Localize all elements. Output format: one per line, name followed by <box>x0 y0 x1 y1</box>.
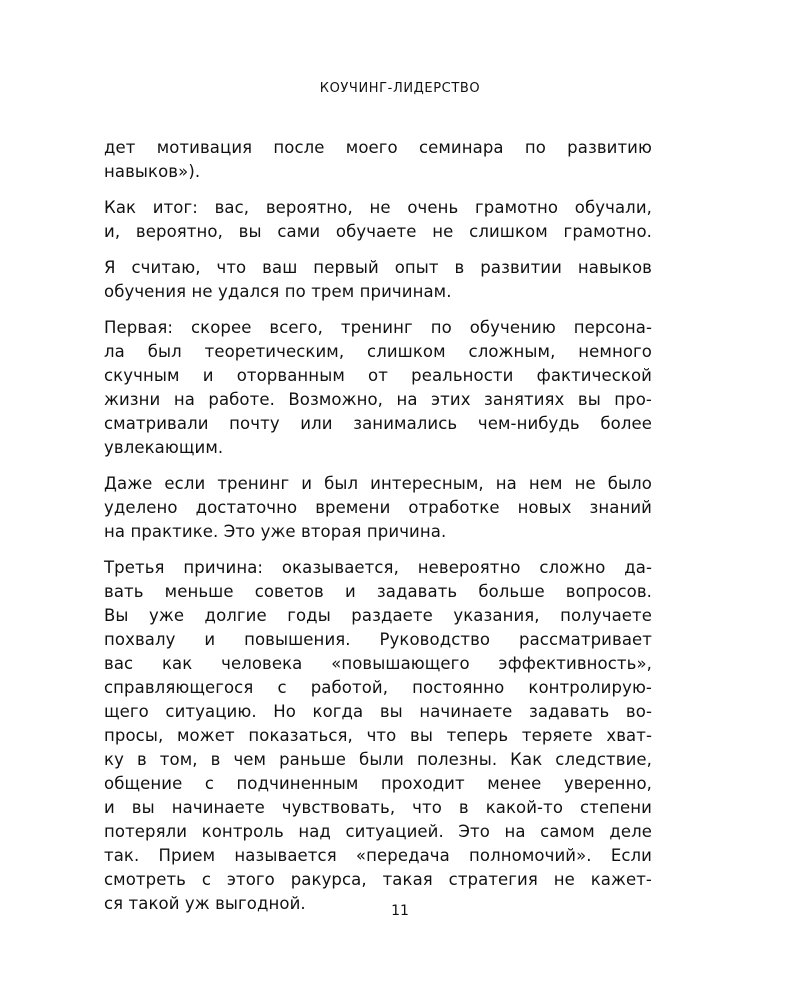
text-line: так. Прием называется «передача полномочий». Если <box>104 846 652 865</box>
text-line: просы, может показаться, что вы теперь теряете хват- <box>104 726 652 745</box>
text-line: Я считаю, что ваш первый опыт в развитии навыков <box>104 258 652 277</box>
text-line: ку в том, в чем раньше были полезны. Как следствие, <box>104 750 652 769</box>
body-text <box>104 136 652 928</box>
page-number: 11 <box>391 903 409 919</box>
text-line: дет мотивация после моего семинара по развитию <box>104 138 652 157</box>
text-line: Вы уже долгие годы раздаете указания, получаете <box>104 606 652 625</box>
text-line: скучным и оторванным от реальности фактической <box>104 366 652 385</box>
paragraph-1 <box>104 136 652 184</box>
paragraph-3 <box>104 256 652 304</box>
text-line: ла был теоретическим, слишком сложным, немного <box>104 342 652 361</box>
text-line: навыков»). <box>104 162 201 181</box>
text-line: жизни на работе. Возможно, на этих занятиях вы про- <box>104 390 652 409</box>
running-header: КОУЧИНГ-ЛИДЕРСТВО <box>319 81 481 96</box>
text-line: вать меньше советов и задавать больше вопросов. <box>104 582 652 601</box>
text-line: и, вероятно, вы сами обучаете не слишком грамотно. <box>104 222 652 241</box>
text-line: Как итог: вас, вероятно, не очень грамотно обучали, <box>104 198 652 217</box>
paragraph-6 <box>104 556 652 916</box>
paragraph-4 <box>104 316 652 460</box>
text-line: общение с подчиненным проходит менее уверенно, <box>104 774 652 793</box>
text-line: вас как человека «повышающего эффективность», <box>104 654 652 673</box>
text-line: Даже если тренинг и был интересным, на нем не было <box>104 474 652 493</box>
text-line: уделено достаточно времени отработке новых знаний <box>104 498 652 517</box>
text-line: щего ситуацию. Но когда вы начинаете задавать во- <box>104 702 652 721</box>
text-line: смотреть с этого ракурса, такая стратегия не кажет- <box>104 870 652 889</box>
text-line: и вы начинаете чувствовать, что в какой-то степени <box>104 798 652 817</box>
text-line: ся такой уж выгодной. <box>104 894 306 913</box>
text-line: на практике. Это уже вторая причина. <box>104 522 447 541</box>
paragraph-2 <box>104 196 652 244</box>
text-line: Первая: скорее всего, тренинг по обучению персона- <box>104 318 652 337</box>
text-line: Третья причина: оказывается, невероятно сложно да- <box>104 558 652 577</box>
text-line: похвалу и повышения. Руководство рассматривает <box>104 630 652 649</box>
text-line: потеряли контроль над ситуацией. Это на самом деле <box>104 822 652 841</box>
text-line: увлекающим. <box>104 438 224 457</box>
text-line: справляющегося с работой, постоянно контролирую- <box>104 678 652 697</box>
paragraph-5 <box>104 472 652 544</box>
text-line: обучения не удался по трем причинам. <box>104 282 452 301</box>
text-line: сматривали почту или занимались чем-нибудь более <box>104 414 652 433</box>
